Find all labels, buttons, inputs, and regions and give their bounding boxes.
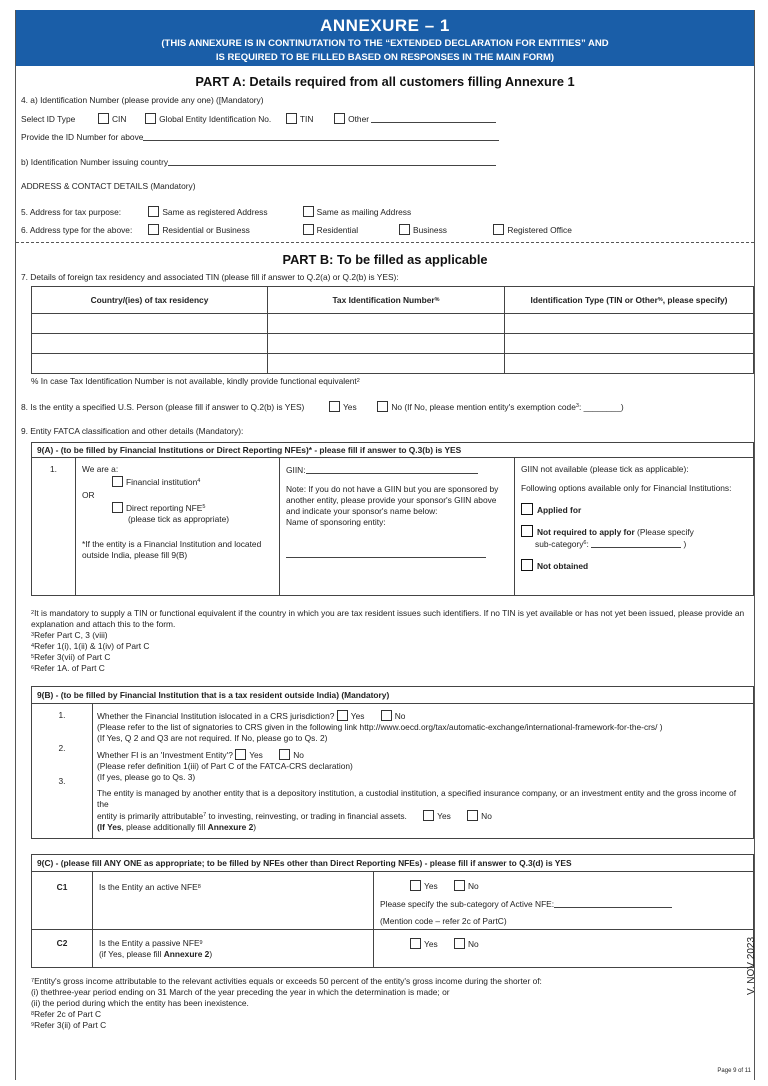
crs-question: Whether the Financial Institution islocated in a CRS jurisdiction?: [97, 711, 335, 721]
other-checkbox[interactable]: [334, 113, 345, 124]
active-nfe-no-label: No: [468, 881, 479, 891]
direct-reporting-nfe-label: Direct reporting NFE$^5$: [126, 503, 206, 513]
we-are-label: We are a:: [82, 464, 119, 474]
footnote-7: $^7$Entity's gross income attributable to the relevant activities equals or exceeds 50 percent of the entity's gross income during the shorter of:: [31, 976, 542, 986]
s9a-giin-na-cell: [515, 458, 754, 596]
passive-nfe-no-label: No: [468, 939, 479, 949]
issuing-country-label: b) Identification Number issuing country: [21, 157, 169, 167]
active-nfe-subcategory-input[interactable]: [554, 898, 672, 908]
footnote-6: $^6$Refer 1A. of Part C: [31, 663, 105, 673]
other-input[interactable]: [371, 113, 496, 123]
tin-label: TIN: [299, 114, 314, 124]
subcategory-close: ): [683, 539, 687, 549]
table-cell[interactable]: [268, 354, 505, 374]
q8-no-checkbox[interactable]: [377, 401, 388, 412]
residential-checkbox[interactable]: [303, 224, 314, 235]
table-cell[interactable]: [32, 354, 268, 374]
c2-answer-cell: [374, 930, 754, 968]
crs-no-label: No: [394, 711, 406, 721]
section-9a-table: [31, 442, 754, 596]
giin-na-label: GIIN not available (please tick as applicable):: [521, 464, 689, 474]
subcategory-input[interactable]: [591, 538, 681, 548]
issuing-country-input[interactable]: [168, 156, 496, 166]
passive-nfe-no-checkbox[interactable]: [454, 938, 465, 949]
active-nfe-yes-label: Yes: [424, 881, 438, 891]
same-mailing-checkbox[interactable]: [303, 206, 314, 217]
managed-entity-text-2: entity is primarily attributable$^7$ to investing, reinvesting, or trading in financial assets.: [97, 811, 407, 821]
active-nfe-yes-checkbox[interactable]: [410, 880, 421, 891]
table-row: [32, 354, 754, 374]
provide-id-row: [21, 131, 499, 143]
s9a-row-number: 1.: [32, 458, 76, 596]
issuing-country-row: [21, 156, 496, 168]
footnote-7ii: (ii) the period during which the entity has been inexistence.: [31, 998, 249, 1008]
section-9b-header: 9(B) - (to be filled by Financial Institution that is a tax resident outside India) (Mandatory): [32, 687, 754, 704]
ie-yes-label: Yes: [249, 750, 263, 760]
section-9c-table: [31, 854, 754, 968]
table-row: [32, 314, 754, 334]
crs-link-note: (Please refer to the list of signatories to CRS given in the following link http://www.oecd.org/tax/automatic-exchange/international-framework-for-the-crs/ ): [97, 722, 663, 732]
giin-note-1: Note: If you do not have a GIIN but you are sponsored by: [286, 484, 499, 494]
address-contact-heading: ADDRESS & CONTACT DETAILS (Mandatory): [21, 181, 196, 191]
s9b-row-1-number: 1.: [58, 710, 66, 720]
direct-reporting-nfe-checkbox[interactable]: [112, 502, 123, 513]
tin-col-header: Tax Identification Number%: [268, 287, 505, 314]
subcategory-label: sub-category$^6$:: [535, 539, 589, 549]
id-type-col-header: Identification Type (TIN or Other%, please specify): [505, 287, 754, 314]
same-registered-label: Same as registered Address: [162, 207, 268, 217]
c1-question: Is the Entity an active NFE$^8$: [93, 872, 374, 930]
select-id-type-label: Select ID Type: [21, 114, 76, 124]
part-b-title: PART B: To be filled as applicable: [282, 252, 488, 267]
options-fi-label: Following options available only for Financial Institutions:: [521, 483, 732, 493]
residential-business-label: Residential or Business: [162, 225, 250, 235]
same-mailing-label: Same as mailing Address: [316, 207, 412, 217]
footnote-8: $^8$Refer 2c of Part C: [31, 1009, 102, 1019]
q5-label: 5. Address for tax purpose:: [21, 207, 122, 217]
ie-no-checkbox[interactable]: [279, 749, 290, 760]
ie-instructions: (If yes, please go to Qs. 3): [97, 772, 196, 782]
sponsoring-entity-input[interactable]: [286, 548, 486, 558]
s9a-we-are-cell: [76, 458, 280, 596]
q8-row: [21, 401, 624, 413]
table-row: [32, 334, 754, 354]
pct-note: % In case Tax Identification Number is not available, kindly provide functional equivalent$^2$: [31, 376, 360, 386]
same-registered-checkbox[interactable]: [148, 206, 159, 217]
geid-checkbox[interactable]: [145, 113, 156, 124]
star-note-1: *If the entity is a Financial Institution and located: [82, 539, 262, 549]
annexure-subtitle-2: IS REQUIRED TO BE FILLED BASED ON RESPONSES IN THE MAIN FORM): [215, 52, 555, 63]
annexure-2-note: (If Yes, please additionally fill Annexure 2): [97, 822, 257, 832]
giin-note-2: another entity, please provide your sponsor's GIIN above: [286, 495, 497, 505]
footnote-3: $^3$Refer Part C, 3 (viii): [31, 630, 108, 640]
c2-label: C2: [32, 930, 93, 968]
residential-business-checkbox[interactable]: [148, 224, 159, 235]
financial-institution-label: Financial institution$^4$: [126, 477, 201, 487]
tick-note: (please tick as appropriate): [128, 514, 230, 524]
part-a-title: PART A: Details required from all customers filling Annexure 1: [195, 74, 575, 89]
s9b-row-3-number: 3.: [58, 776, 66, 786]
active-nfe-specify-label: Please specify the sub-category of Active NFE:: [380, 899, 555, 909]
footnotes-block-1: [31, 608, 754, 674]
giin-note-4: Name of sponsoring entity:: [286, 517, 386, 527]
passive-nfe-yes-checkbox[interactable]: [410, 938, 421, 949]
q7-label: 7. Details of foreign tax residency and associated TIN (please fill if answer to Q.2(a) or Q.2(b) is YES):: [21, 272, 399, 282]
not-required-rest: (Please specify: [637, 527, 694, 537]
other-label: Other: [348, 114, 370, 124]
applied-for-label: Applied for: [537, 505, 582, 515]
s9b-numbers-cell: [32, 704, 93, 839]
financial-institution-checkbox[interactable]: [112, 476, 123, 487]
residential-label: Residential: [316, 225, 359, 235]
table-cell[interactable]: [505, 334, 754, 354]
tin-checkbox[interactable]: [286, 113, 297, 124]
cin-checkbox[interactable]: [98, 113, 109, 124]
business-label: Business: [412, 225, 447, 235]
q8-yes-label: Yes: [342, 402, 357, 412]
q8-no-label: No (If No, please mention entity's exemption code$^3$: ________): [391, 402, 624, 412]
footnote-9: $^9$Refer 3(ii) of Part C: [31, 1020, 107, 1030]
id-number-input[interactable]: [143, 131, 499, 141]
applied-for-checkbox[interactable]: [521, 503, 533, 515]
giin-label: GIIN:: [286, 465, 306, 475]
version-label: V. NOV 2023: [746, 936, 757, 995]
q6-label: 6. Address type for the above:: [21, 225, 133, 235]
footnote-2: $^2$It is mandatory to supply a TIN or functional equivalent if the country in which you are tax resident issues such identifiers. If no TIN is yet available or has not yet been issued, please provide an: [31, 608, 745, 618]
section-9a-header: 9(A) - (to be filled by Financial Institutions or Direct Reporting NFEs)* - please fill if answer to Q.3(b) is YES: [32, 443, 754, 458]
star-note-2: outside India, please fill 9(B): [82, 550, 188, 560]
page-number: Page 9 of 11: [717, 1068, 751, 1074]
active-nfe-no-checkbox[interactable]: [454, 880, 465, 891]
crs-instructions: (If Yes, Q 2 and Q3 are not required. If No, please go to Qs. 2): [97, 733, 328, 743]
s9a-giin-cell: [280, 458, 515, 596]
annexure-banner: [16, 10, 754, 66]
table-cell[interactable]: [268, 314, 505, 334]
s9b-row-2-number: 2.: [58, 743, 66, 753]
section-divider: [16, 242, 754, 243]
not-required-checkbox[interactable]: [521, 525, 533, 537]
form-page: [15, 10, 755, 1080]
geid-label: Global Entity Identification No.: [159, 114, 272, 124]
tax-residency-table: [31, 286, 754, 374]
passive-nfe-yes-label: Yes: [424, 939, 438, 949]
not-required-label: Not required to apply for: [537, 527, 635, 537]
footnote-2-cont: explanation and attach this to the form.: [31, 619, 176, 629]
table-cell[interactable]: [32, 334, 268, 354]
managed-entity-text: The entity is managed by another entity that is a depository institution, a custodial institution, a specified insurance company, or an investment entity and the gross income of the: [97, 788, 737, 809]
crs-yes-label: Yes: [350, 711, 365, 721]
footnotes-block-2: [31, 976, 751, 1031]
crs-yes-checkbox[interactable]: [337, 710, 348, 721]
managed-yes-label: Yes: [437, 811, 451, 821]
footnote-7i: (i) thethree-year period ending on 31 March of the year preceding the year in which the determination is made; or: [31, 987, 450, 997]
section-9c-header: 9(C) - (please fill ANY ONE as appropriate; to be filled by NFEs other than Direct Reporting NFEs) - please fill if answer to Q.3(d) is YES: [32, 855, 754, 872]
s9b-content-cell: [93, 704, 754, 839]
c2-question: Is the Entity a passive NFE$^9$ (if Yes, please fill Annexure 2): [93, 930, 374, 968]
q8-label: 8. Is the entity a specified U.S. Person (please fill if answer to Q.2(b) is YES): [21, 402, 305, 412]
registered-office-label: Registered Office: [507, 225, 572, 235]
managed-yes-checkbox[interactable]: [423, 810, 434, 821]
giin-note-3: and indicate your sponsor's name below:: [286, 506, 438, 516]
q9-label: 9. Entity FATCA classification and other details (Mandatory):: [21, 426, 244, 436]
managed-no-checkbox[interactable]: [467, 810, 478, 821]
table-cell[interactable]: [268, 334, 505, 354]
provide-id-label: Provide the ID Number for above: [21, 132, 144, 142]
footnote-5: $^5$Refer 3(vii) of Part C: [31, 652, 111, 662]
crs-no-checkbox[interactable]: [381, 710, 392, 721]
id-type-row: [21, 113, 496, 125]
business-checkbox[interactable]: [399, 224, 410, 235]
giin-input[interactable]: [306, 464, 478, 474]
investment-entity-question: Whether FI is an 'Investment Entity'?: [97, 750, 233, 760]
active-nfe-mention-code: (Mention code – refer 2c of PartC): [380, 916, 507, 926]
q4a-label: 4. a) Identification Number (please provide any one) ([Mandatory): [21, 95, 264, 105]
ie-no-label: No: [293, 750, 304, 760]
managed-no-label: No: [481, 811, 492, 821]
table-cell[interactable]: [505, 354, 754, 374]
cin-label: CIN: [111, 114, 127, 124]
not-obtained-label: Not obtained: [537, 561, 589, 571]
country-col-header: Country/(ies) of tax residency: [32, 287, 268, 314]
table-cell[interactable]: [32, 314, 268, 334]
or-label: OR: [82, 490, 95, 500]
q5-row: [21, 206, 411, 218]
table-header-row: [32, 287, 754, 314]
q6-row: [21, 224, 572, 236]
ie-yes-checkbox[interactable]: [235, 749, 246, 760]
footnote-4: $^4$Refer 1(i), 1(ii) & 1(iv) of Part C: [31, 641, 150, 651]
registered-office-checkbox[interactable]: [493, 224, 504, 235]
annexure-title: ANNEXURE – 1: [320, 16, 450, 35]
c1-label: C1: [32, 872, 93, 930]
c1-answer-cell: [374, 872, 754, 930]
table-cell[interactable]: [505, 314, 754, 334]
q8-yes-checkbox[interactable]: [329, 401, 340, 412]
ie-definition-note: (Please refer definition 1(iii) of Part C of the FATCA-CRS declaration): [97, 761, 353, 771]
annexure-subtitle-1: (THIS ANNEXURE IS IN CONTINUTATION TO THE “EXTENDED DECLARATION FOR ENTITIES” AND: [161, 38, 609, 49]
section-9b-table: [31, 686, 754, 839]
not-obtained-checkbox[interactable]: [521, 559, 533, 571]
